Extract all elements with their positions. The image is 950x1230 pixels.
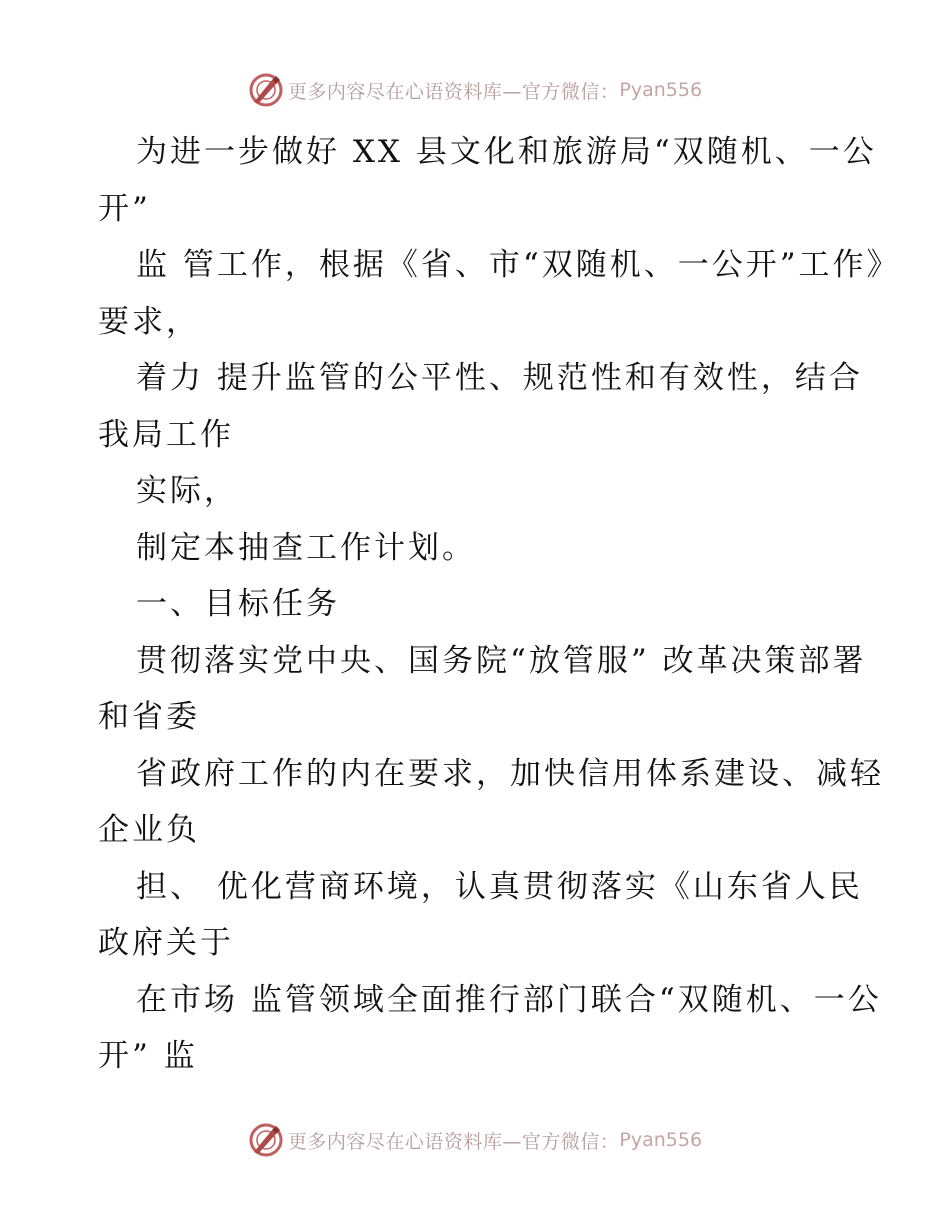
document-body	[98, 124, 888, 1085]
paragraph-9: 担、 优化营商环境，认真贯彻落实《山东省人民政府关于	[98, 868, 863, 961]
pen-logo-icon	[248, 1122, 284, 1158]
footer-site-text: 更多内容尽在心语资料库—官方微信：	[287, 1130, 620, 1153]
paragraph-5: 制定本抽查工作计划。	[136, 529, 476, 566]
paragraph-8: 省政府工作的内在要求，加快信用体系建设、减轻企业负	[98, 755, 884, 848]
paragraph-3: 着力 提升监管的公平性、规范性和有效性，结合我局工作	[98, 360, 863, 453]
footer-banner	[0, 1120, 950, 1160]
footer-wechat-id: Pyan556	[619, 1129, 703, 1151]
paragraph-4: 实际，	[136, 473, 238, 509]
pen-logo-icon	[248, 72, 284, 108]
header-wechat-id: Pyan556	[619, 79, 703, 101]
paragraph-1: 为进一步做好 XX 县文化和旅游局“双随机、一公开”	[98, 134, 877, 227]
paragraph-7: 贯彻落实党中央、国务院“放管服” 改革决策部署和省委	[98, 642, 867, 735]
header-banner	[0, 70, 950, 110]
header-site-text: 更多内容尽在心语资料库—官方微信：	[287, 80, 620, 103]
paragraph-10: 在市场 监管领域全面推行部门联合“双随机、一公开” 监	[98, 981, 882, 1074]
paragraph-2: 监 管工作，根据《省、市“双随机、一公开”工作》要求，	[98, 247, 886, 340]
section-heading-goals: 一、目标任务	[136, 586, 340, 622]
